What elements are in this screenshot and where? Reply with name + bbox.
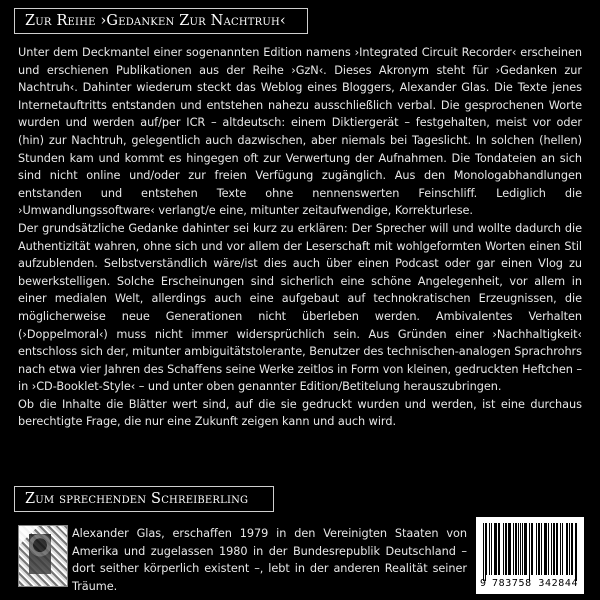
paragraph: Ob die Inhalte die Blätter wert sind, auf die sie gedruckt wurden und werden, ist eine durchaus berechtigte Frage, die nur eine Zukunft zeigen kann und auch wird. xyxy=(18,397,582,429)
section-heading-series: Zur Reihe ›Gedanken Zur Nachtruh‹ xyxy=(14,8,308,34)
paragraph: Der grundsätzliche Gedanke dahinter sei kurz zu erklären: Der Sprecher will und wollte dadurch die Authentizität wahren, ohne sich und vor allem der Leserschaft mit wohlgeformten Worten einen Stil aufzublenden. Selbstverständlich wäre/ist dies auch über einen Podcast oder gar einen Vlog zu bewerkstelligen. Solche Erscheinungen sind sicherlich eine schöne Angelegenheit, vor allem in einer medialen Welt, allerdings auch eine aufgebaut auf technokratischen Erzeugnissen, die möglicherweise neue Generationen nicht überleben werden. Ambivalentes Verhalten (›Doppelmoral‹) muss nicht immer widersprüchlich sein. Aus Gründen einer ›Nachhaltigkeit‹ entschloss sich der, mitunter ambiguitätstolerante, Benutzer des technischen-analogen Sprachrohrs nach etwa vier Jahren des Schaffens seine Werke zeitlos in Form von kleinen, gedruckten Heftchen – in ›CD-Booklet-Style‹ – und unter oben genannter Edition/Betitelung herauszubringen. xyxy=(18,221,582,394)
author-bio: Alexander Glas, erschaffen 1979 in den Vereinigten Staaten von Amerika und zugelassen 1980 in der Bundesrepublik Deutschland – dort seither körperlich existent –, lebt in der anderen Realität seiner Träume. xyxy=(72,527,467,593)
barcode-digits: 783758 342844 xyxy=(492,578,579,589)
section-heading-author: Zum sprechenden Schreiberling xyxy=(14,486,274,512)
author-portrait-image xyxy=(18,525,68,587)
barcode-bar xyxy=(576,523,577,581)
barcode-bars xyxy=(483,523,577,575)
isbn-barcode xyxy=(476,517,584,594)
series-description xyxy=(18,44,582,431)
paragraph: Unter dem Deckmantel einer sogenannten Edition namens ›Integrated Circuit Recorder‹ erscheinen und erschienen Publikationen aus der Reihe ›GzN‹. Dieses Akronym steht für ›Gedanken zur Nachtruh‹. Dahinter wiederum steckt das Weblog eines Bloggers, Alexander Glas. Die Texte jenes Internetauftritts entstanden und entstehen nahezu ausschließlich verbal. Die gesprochenen Worte wurden und werden auf/per ICR – altdeutsch: einem Diktiergerät – festgehalten, meist vor oder (hin) zur Nachtruh, gelegentlich auch dazwischen, aber niemals bei Tageslicht. In solchen (hellen) Stunden kam und kommt es hingegen oft zur Verwertung der Aufnahmen. Die Tondateien an sich sind nicht online und/oder zur freien Verfügung zugänglich. Aus den Monologabhandlungen entstanden und entstehen Texte ohne nennenswerten Feinschliff. Lediglich die ›Umwandlungssoftware‹ verlangt/e eine, mitunter zeitaufwendige, Korrekturlese. xyxy=(18,46,582,218)
barcode-number xyxy=(480,578,580,590)
barcode-lead-digit: 9 xyxy=(480,578,487,589)
